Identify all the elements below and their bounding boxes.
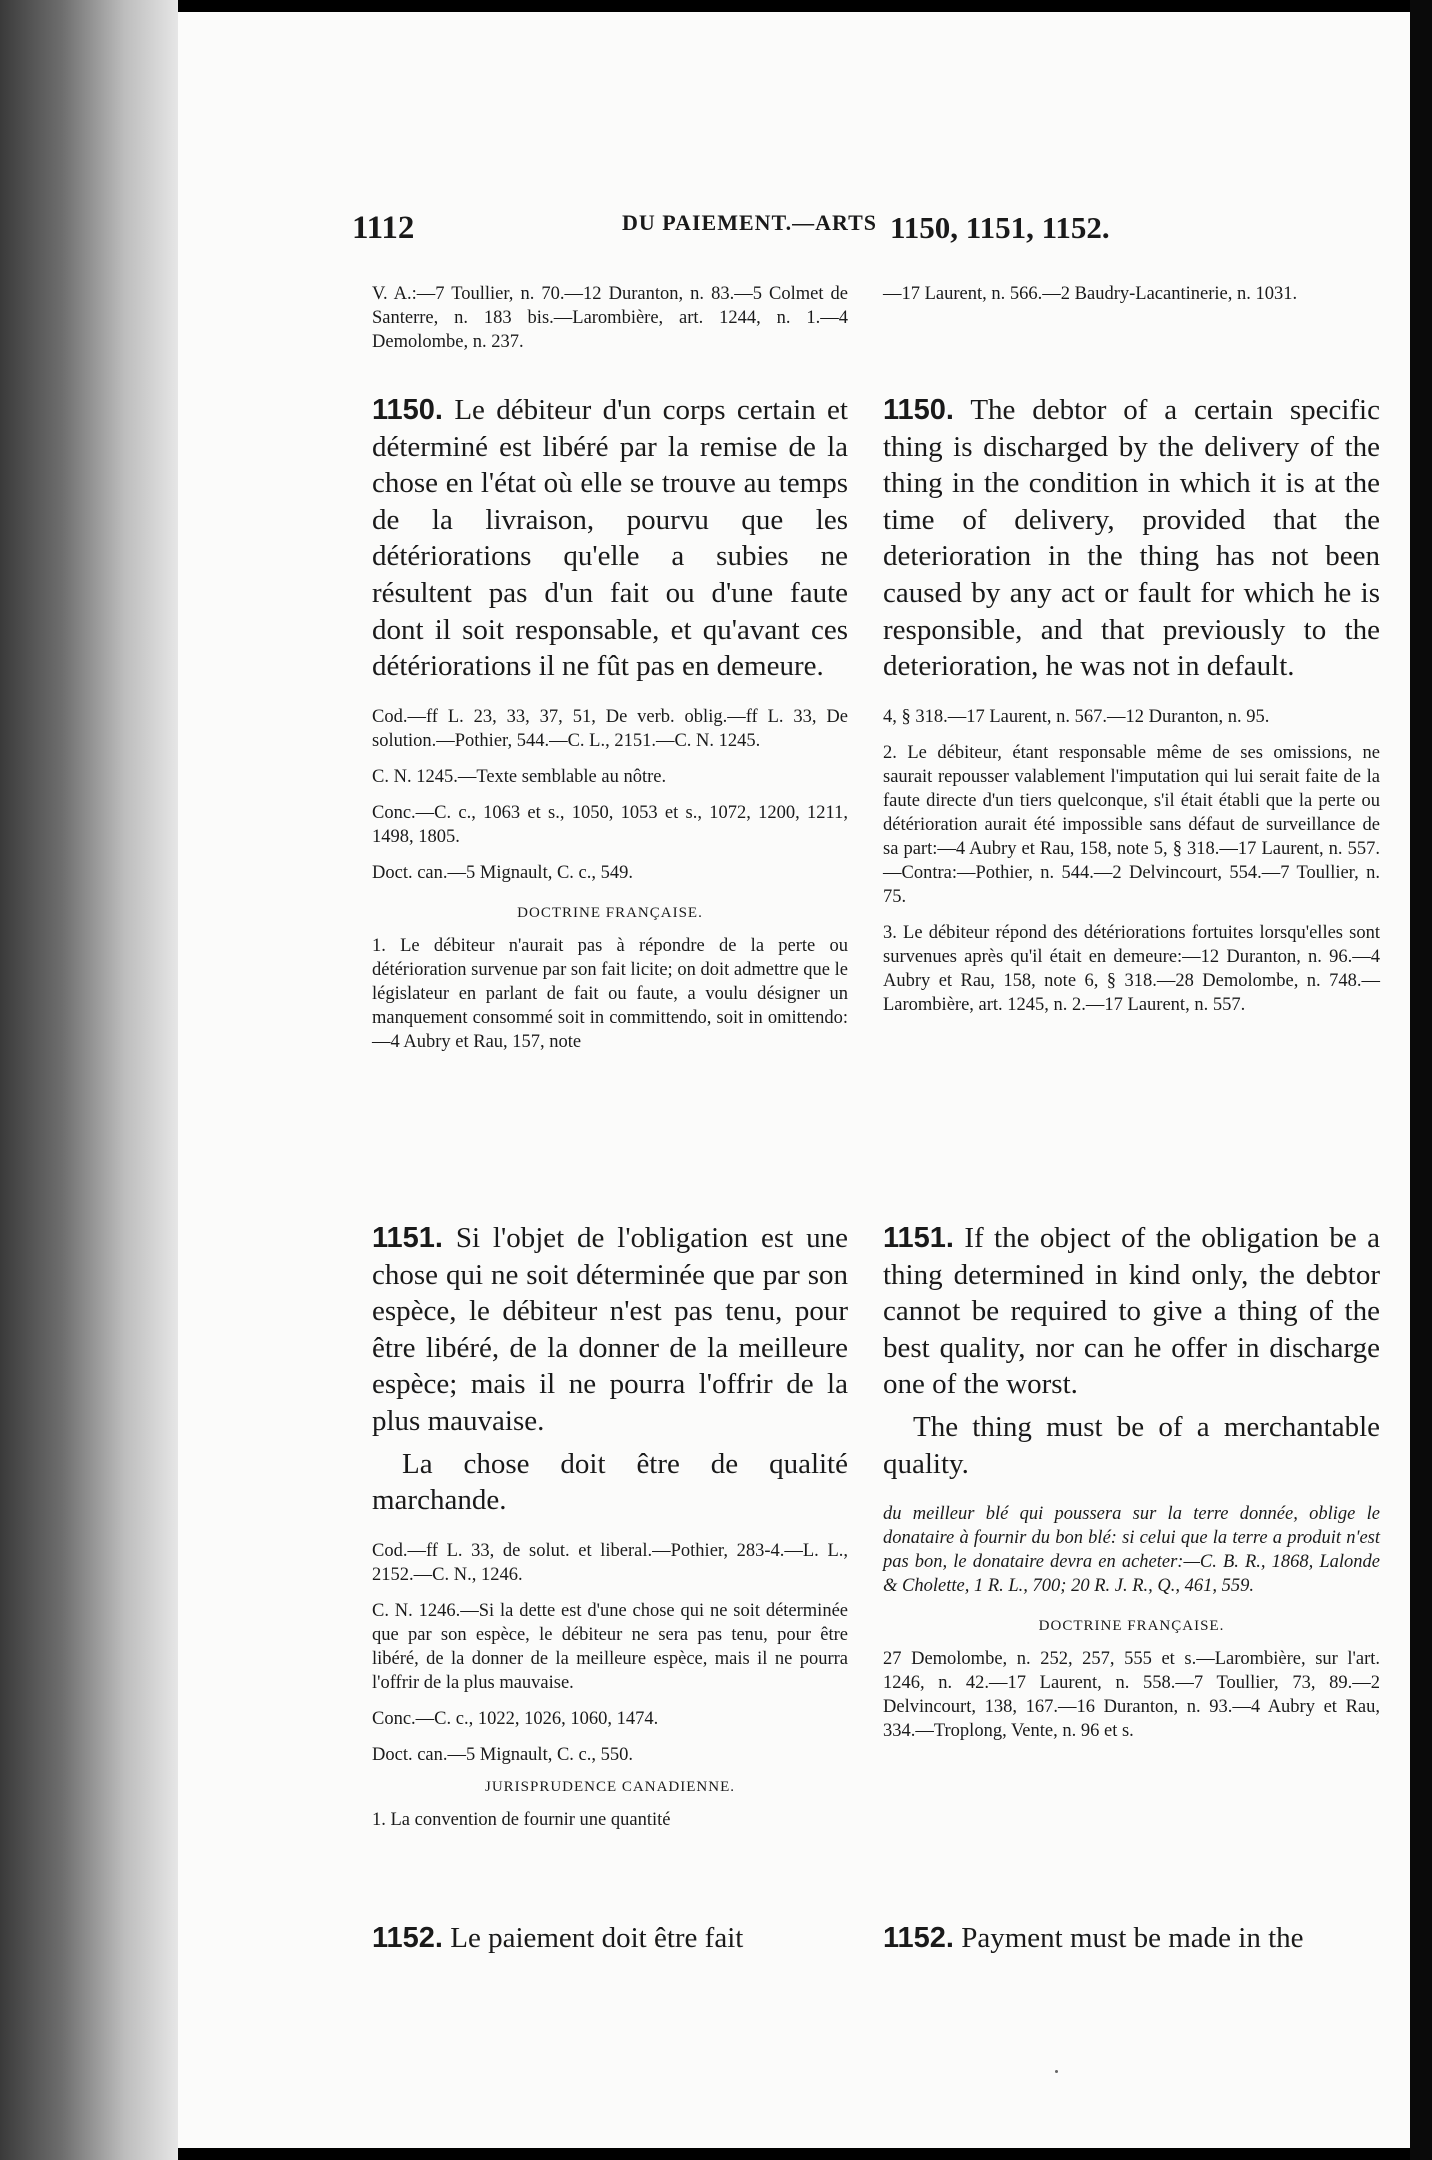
article-text: 1150. Le débiteur d'un corps certain et déterminé est libéré par la remise de la chose en l'état où elle se trouve au temps de la livraison, pourvu que les détériorations qu'elle a subies ne résultent pas d'un fait ou d'une faute dont il soit responsable, et qu'avant ces détériorations il ne fût pas en demeure.	[372, 394, 848, 683]
article-text: 1152. Payment must be made in the	[883, 1922, 1304, 1954]
article-text: 1152. Le paiement doit être fait	[372, 1922, 744, 1954]
canadian-doctrine: Doct. can.—5 Mignault, C. c., 549.	[372, 862, 634, 883]
code-napoleon-note: C. N. 1245.—Texte semblable au nôtre.	[372, 766, 667, 787]
article-number: 1152.	[372, 1922, 443, 1954]
page-number: 1112	[352, 210, 415, 246]
article-number: 1150.	[883, 394, 954, 426]
code-references: Cod.—ff L. 23, 33, 37, 51, De verb. oblig.—ff L. 33, De solution.—Pothier, 544.—C. L., 2151.—C. N. 1245.	[372, 706, 848, 751]
article-1150-fr	[372, 392, 848, 1054]
page-edge	[1410, 0, 1432, 2160]
running-title: DU PAIEMENT.—ARTS	[622, 210, 877, 235]
concordance: Conc.—C. c., 1022, 1026, 1060, 1474.	[372, 1708, 659, 1729]
article-number: 1151.	[372, 1222, 443, 1254]
section-heading: DOCTRINE FRANÇAISE.	[1038, 1618, 1225, 1635]
article-number: 1151.	[883, 1222, 954, 1254]
top-citations-right: —17 Laurent, n. 566.—2 Baudry-Lacantinerie, n. 1031.	[883, 284, 1298, 304]
top-citations-left: V. A.:—7 Toullier, n. 70.—12 Duranton, n. 83.—5 Colmet de Santerre, n. 183 bis.—Larombière, art. 1244, n. 1.—4 Demolombe, n. 237.	[372, 284, 848, 352]
article-1151-en	[883, 1220, 1380, 1743]
jurisprudence-note-1: 1. La convention de fournir une quantité	[372, 1809, 671, 1830]
code-references: Cod.—ff L. 33, de solut. et liberal.—Pothier, 283-4.—L. L., 2152.—C. N., 1246.	[372, 1540, 848, 1585]
article-text: 1150. The debtor of a certain specific thing is discharged by the delivery of the thing in the condition in which it is at the time of delivery, provided that the deterioration in the thing has not been caused by any act or fault for which he is responsible, and that previously to the deterioration, he was not in default.	[883, 394, 1380, 683]
doctrine-note-2: 2. Le débiteur, étant responsable même de ses omissions, ne saurait repousser valablement l'imputation qui lui serait faite de la faute directe d'un tiers quelconque, s'il était établi que la perte ou détérioration aurait été impossible sans défaut de surveillance de sa part:—4 Aubry et Rau, 158, note 5, § 318.—17 Laurent, n. 557.—Contra:—Pothier, n. 544.—2 Delvincourt, 554.—7 Toullier, n. 75.	[883, 742, 1380, 907]
article-number: 1152.	[883, 1922, 954, 1954]
article-text: 1151. Si l'objet de l'obligation est une chose qui ne soit déterminée que par son espèce, le débiteur n'est pas tenu, pour être libéré, de la donner de la meilleure espèce; mais il ne pourra l'offrir de la plus mauvaise.	[372, 1222, 849, 1437]
article-text: 1151. If the object of the obligation be a thing determined in kind only, the debtor cannot be required to give a thing of the best quality, nor can he offer in discharge one of the worst.	[883, 1222, 1381, 1401]
jurisprudence-note-1-continued: du meilleur blé qui poussera sur la terre donnée, oblige le donataire à fournir du bon blé: si celui que la terre a produit n'est pas bon, le donataire devra en acheter:—C. B. R., 1868, Lalonde & Cholette, 1 R. L., 700; 20 R. J. R., Q., 461, 559.	[883, 1504, 1380, 1597]
running-articles: 1150, 1151, 1152.	[890, 210, 1110, 245]
section-heading: JURISPRUDENCE CANADIENNE.	[484, 1778, 735, 1795]
doctrine-note-1: 1. Le débiteur n'aurait pas à répondre de la perte ou détérioration survenue par son fait licite; on doit admettre que le législateur en parlant de fait ou faute, a voulu désigner un manquement consommé soit in committendo, soit in omittendo:—4 Aubry et Rau, 157, note	[372, 935, 848, 1052]
doctrine-note-1-continued: 4, § 318.—17 Laurent, n. 567.—12 Duranton, n. 95.	[883, 706, 1270, 727]
article-text-2: La chose doit être de qualité marchande.	[372, 1447, 848, 1517]
article-1152-fr	[372, 1920, 848, 1957]
doctrine-references: 27 Demolombe, n. 252, 257, 555 et s.—Larombière, sur l'art. 1246, n. 42.—17 Laurent, n. 558.—7 Toullier, 73, 89.—2 Delvincourt, 138, 167.—16 Duranton, n. 93.—4 Aubry et Rau, 334.—Troplong, Vente, n. 96 et s.	[883, 1649, 1380, 1742]
print-speck	[1055, 2070, 1058, 2073]
doctrine-note-3: 3. Le débiteur répond des détériorations fortuites lorsqu'elles sont survenues après qu'il était en demeure:—12 Duranton, n. 96.—4 Aubry et Rau, 158, note 6, § 318.—28 Demolombe, n. 748.—Larombière, art. 1245, n. 2.—17 Laurent, n. 557.	[883, 922, 1380, 1015]
article-1152-en	[883, 1920, 1380, 1957]
article-number: 1150.	[372, 394, 443, 426]
concordance: Conc.—C. c., 1063 et s., 1050, 1053 et s., 1072, 1200, 1211, 1498, 1805.	[372, 802, 848, 847]
canadian-doctrine: Doct. can.—5 Mignault, C. c., 550.	[372, 1744, 634, 1765]
code-napoleon-note: C. N. 1246.—Si la dette est d'une chose qui ne soit déterminée que par son espèce, le débiteur ne sera pas tenu, pour être libéré, de la donner de la meilleure espèce, mais il ne pourra l'offrir de la plus mauvaise.	[372, 1600, 848, 1693]
article-1150-en	[883, 392, 1380, 1017]
article-text-2: The thing must be of a merchantable quality.	[883, 1410, 1380, 1480]
article-1151-fr	[372, 1220, 848, 1832]
book-spine	[0, 0, 178, 2160]
section-heading: DOCTRINE FRANÇAISE.	[517, 904, 703, 921]
